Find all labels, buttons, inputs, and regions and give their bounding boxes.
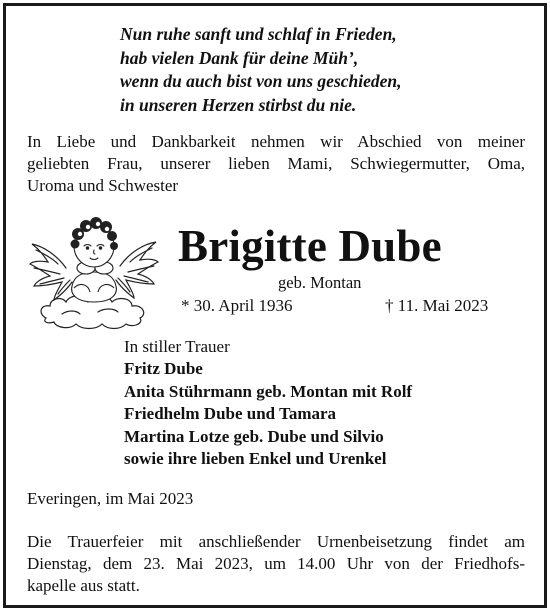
funeral-notice: [27, 531, 525, 597]
mourner: Martina Lotze geb. Dube und Silvio: [124, 426, 384, 446]
poem-line: in unseren Herzen stirbst du nie.: [120, 94, 357, 115]
intro-line: In Liebe und Dankbarkeit nehmen wir Abschied von meiner: [27, 132, 525, 151]
funeral-line: Dienstag, dem 23. Mai 2023, um 14.00 Uhr von der Friedhofs-: [27, 554, 525, 573]
deceased-name: Brigitte Dube: [178, 221, 442, 271]
mourning-intro: In stiller Trauer: [124, 337, 230, 356]
birth-name: geb. Montan: [278, 273, 362, 292]
poem-line: hab vielen Dank für deine Müh’,: [120, 47, 359, 68]
intro-line: Uroma und Schwester: [27, 176, 179, 195]
poem-line: Nun ruhe sanft und schlaf in Frieden,: [120, 24, 397, 44]
funeral-line: kapelle aus statt.: [27, 576, 140, 595]
mourner: Fritz Dube: [124, 359, 203, 378]
mourner: Anita Stührmann geb. Montan mit Rolf: [124, 381, 413, 401]
obituary-card: [3, 3, 547, 608]
birth-date: * 30. April 1936: [181, 296, 293, 315]
funeral-line: Die Trauerfeier mit anschließender Urnenbeisetzung findet am: [27, 532, 525, 551]
poem-line: wenn du auch bist von uns geschieden,: [120, 71, 402, 91]
death-date: † 11. Mai 2023: [385, 296, 489, 315]
intro-text: [27, 131, 525, 197]
poem: [120, 23, 500, 117]
angel-icon: [28, 206, 160, 330]
intro-line: geliebten Frau, unserer lieben Mami, Schwiegermutter, Oma,: [27, 154, 525, 173]
mourners-list: [124, 358, 412, 471]
mourner: sowie ihre lieben Enkel und Urenkel: [124, 449, 387, 468]
mourner: Friedhelm Dube und Tamara: [124, 404, 337, 423]
place-date: Everingen, im Mai 2023: [27, 489, 194, 508]
